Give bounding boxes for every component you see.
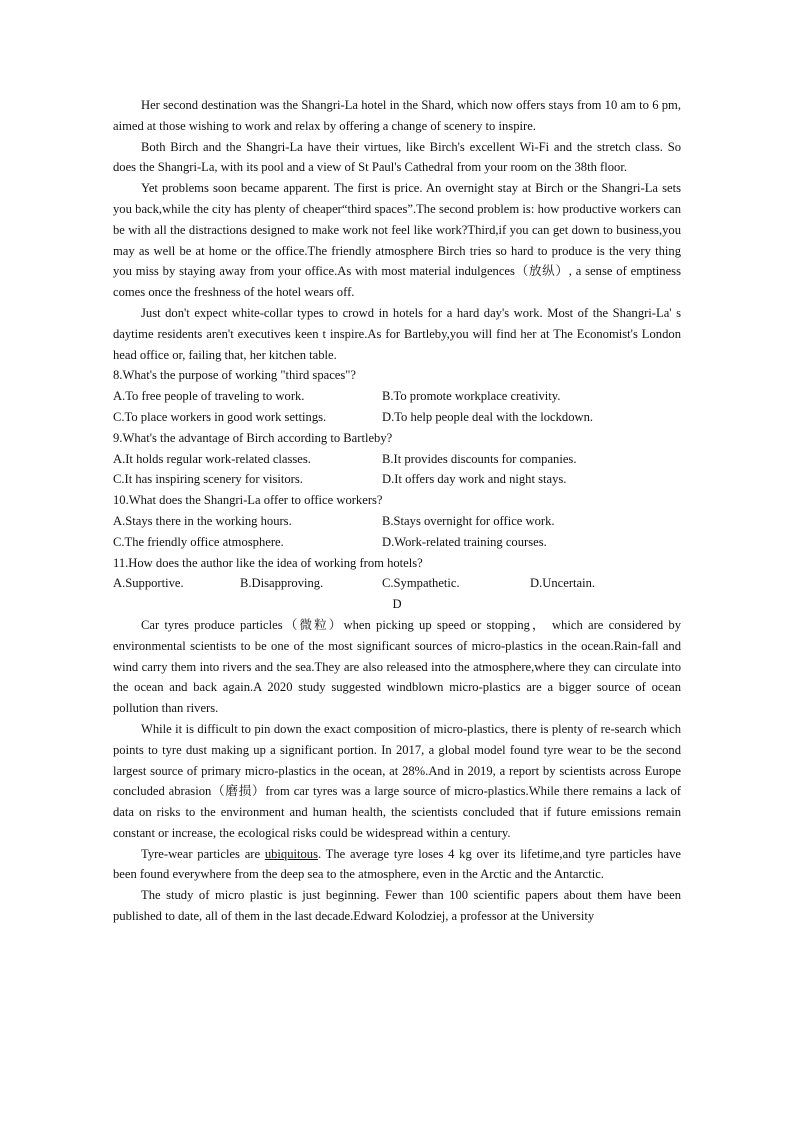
question-8-options (113, 386, 681, 407)
paragraph: Both Birch and the Shangri-La have their virtues, like Birch's excellent Wi-Fi and the stretch class. So does the Shangri-La, with its pool and a view of St Paul's Cathedral from your room on the 38th floor. (113, 139, 681, 175)
underlined-word: ubiquitous (264, 846, 318, 861)
option-a: A.It holds regular work-related classes. (113, 451, 311, 466)
question-9-options (113, 469, 681, 490)
text-run: . The average tyre loses 4 kg over its lifetime,and tyre particles have been found everywhere from the deep sea to the atmosphere, even in the Arctic and the Antarctic. (113, 846, 681, 882)
paragraph: Just don't expect white-collar types to crowd in hotels for a hard day's work. Most of the Shangri-La' s daytime residents aren't executives keen t inspire.As for Bartleby,you will find her at The Economist's London head office or, failing that, her kitchen table. (113, 305, 681, 362)
option-d: D.To help people deal with the lockdown. (382, 409, 594, 424)
option-c: C.The friendly office atmosphere. (113, 534, 284, 549)
question-8-stem: 8.What's the purpose of working "third spaces"? (113, 368, 357, 383)
question-10-stem: 10.What does the Shangri-La offer to office workers? (113, 493, 383, 508)
option-a: A.Stays there in the working hours. (113, 513, 292, 528)
option-b: B.It provides discounts for companies. (382, 451, 577, 466)
paragraph (113, 844, 681, 886)
page-content (113, 95, 681, 927)
question-10-options (113, 511, 681, 532)
option-d: D.Uncertain. (530, 576, 596, 591)
section-label: D (392, 597, 402, 612)
option-d: D.It offers day work and night stays. (382, 472, 567, 487)
question-11-stem: 11.How does the author like the idea of working from hotels? (113, 555, 423, 570)
question-9-stem: 9.What's the advantage of Birch according to Bartleby? (113, 430, 393, 445)
question-11-options (113, 573, 681, 594)
option-d: D.Work-related training courses. (382, 534, 547, 549)
option-c: C.Sympathetic. (382, 576, 460, 591)
question-9-options (113, 449, 681, 470)
option-c: C.To place workers in good work settings. (113, 409, 327, 424)
option-a: A.Supportive. (113, 576, 184, 591)
option-b: B.To promote workplace creativity. (382, 389, 561, 404)
paragraph: Her second destination was the Shangri-La hotel in the Shard, which now offers stays from 10 am to 6 pm, aimed at those wishing to work and relax by offering a change of scenery to inspire. (113, 98, 681, 133)
option-a: A.To free people of traveling to work. (113, 389, 305, 404)
question-10-options (113, 532, 681, 553)
option-b: B.Stays overnight for office work. (382, 513, 555, 528)
paragraph: The study of micro plastic is just beginning. Fewer than 100 scientific papers about them have been published to date, all of them in the last decade.Edward Kolodziej, a professor at the University (113, 888, 681, 924)
paragraph: While it is difficult to pin down the exact composition of micro-plastics, there is plenty of re-search which points to tyre dust making up a significant portion. In 2017, a global model found tyre wear to be the second largest source of primary micro-plastics in the ocean, at 28%.And in 2019, a report by scientists across Europe concluded abrasion（磨损）from car tyres was a large source of micro-plastics.While there remains a lack of data on risks to the environment and human health, the scientists concluded that if future emissions remain constant or increase, the ecological risks could be widespread within a century. (113, 721, 681, 840)
option-c: C.It has inspiring scenery for visitors. (113, 472, 303, 487)
paragraph: Yet problems soon became apparent. The first is price. An overnight stay at Birch or the Shangri-La sets you back,while the city has plenty of cheaper“third spaces”.The second problem is: how productive workers can be with all the distractions designed to make work not feel like work?Third,if you can get down to business,you may as well be at home or the office.The friendly atmosphere Birch tries so hard to produce is the very thing you miss by staying away from your office.As with most material indulgences（放纵）, a sense of emptiness comes once the freshness of the hotel wears off. (113, 181, 681, 300)
paragraph: Car tyres produce particles（微粒）when picking up speed or stopping， which are considered by environmental scientists to be one of the most significant sources of micro-plastics in the ocean.Rain-fall and wind carry them into rivers and the sea.They are also released into the atmosphere,where they can circulate into the ocean and back again.A 2020 study suggested windblown micro-plastics are a bigger source of ocean pollution than rivers. (113, 617, 681, 716)
question-8-options (113, 407, 681, 428)
option-b: B.Disapproving. (240, 576, 324, 591)
text-run: Tyre-wear particles are (141, 846, 265, 861)
